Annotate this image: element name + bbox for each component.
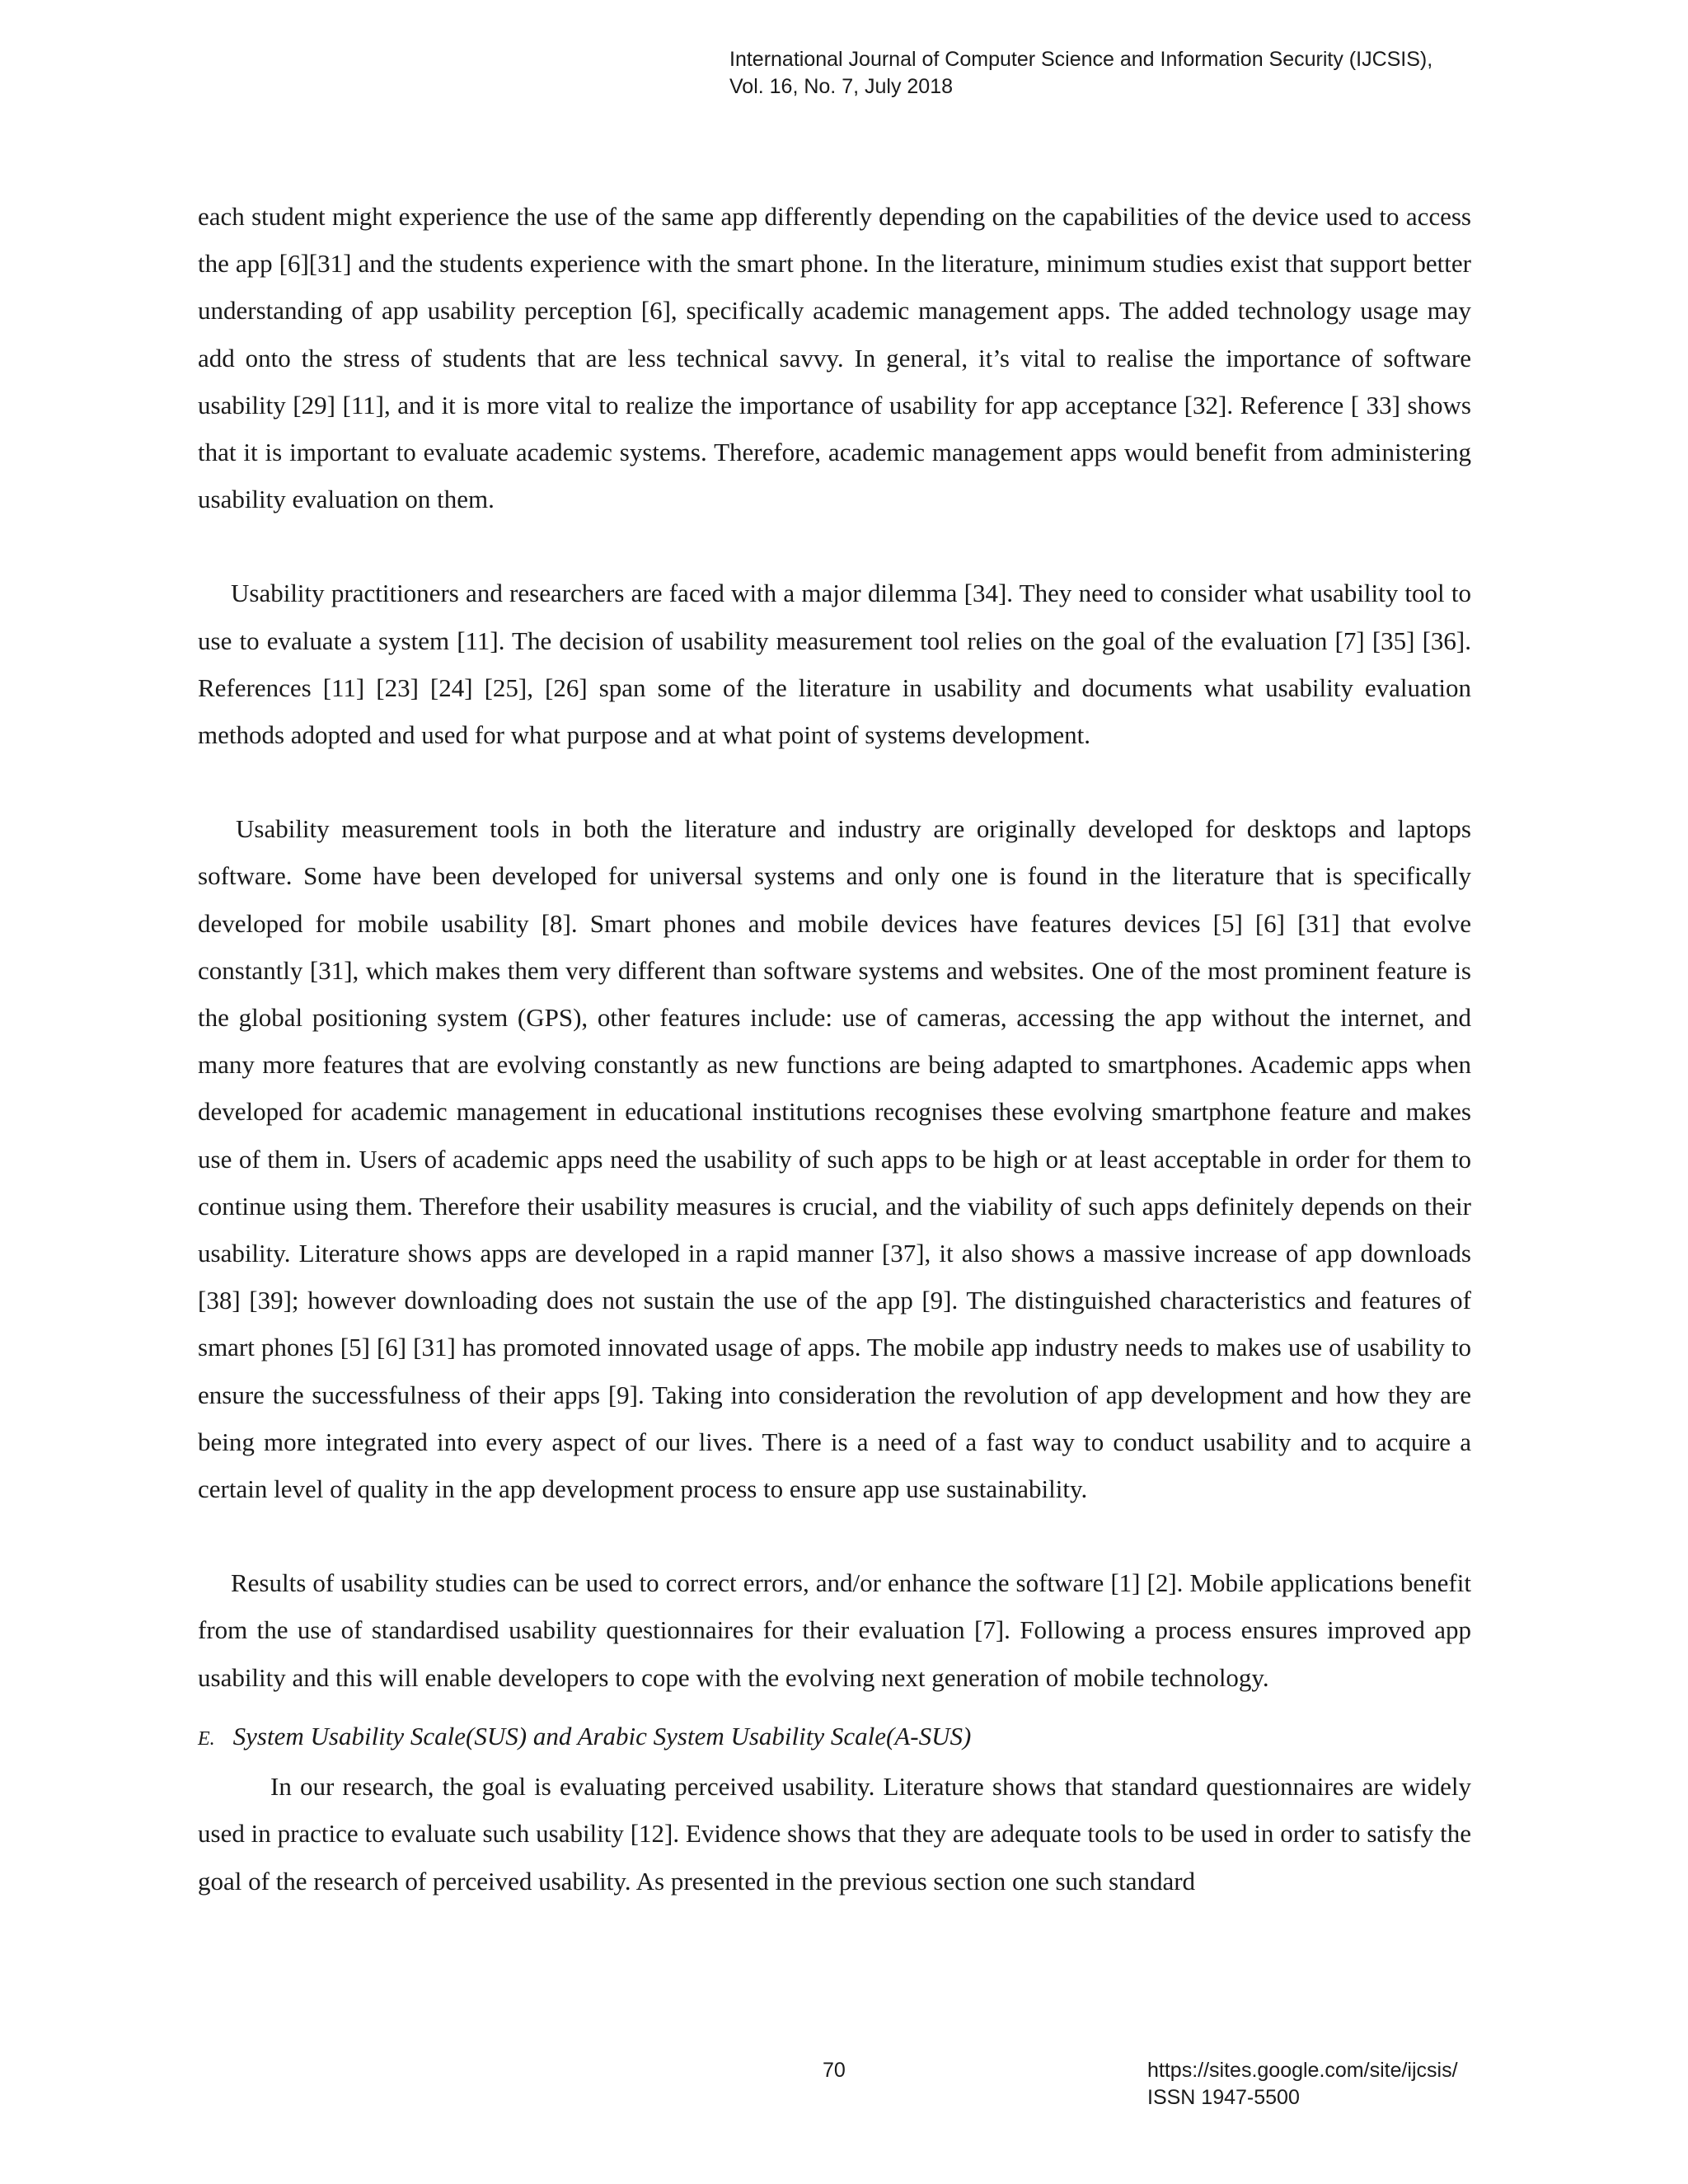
page-number: 70: [823, 2059, 846, 2082]
section-title: System Usability Scale(SUS) and Arabic System Usability Scale(A-SUS): [232, 1721, 972, 1750]
article-body: [198, 193, 1471, 1905]
journal-header: [729, 46, 1554, 101]
footer-info: [1147, 2057, 1458, 2111]
issn: ISSN 1947-5500: [1147, 2086, 1300, 2109]
paragraph-3: Usability measurement tools in both the literature and industry are originally developed for desktops and laptops software. Some have been developed for universal systems and only one is found in the literature that is specifically developed for mobile usability [8]. Smart phones and mobile devices have features devices [5] [6] [31] that evolve constantly [31], which makes them very different than software systems and websites. One of the most prominent feature is the global positioning system (GPS), other features include: use of cameras, accessing the app without the internet, and many more features that are evolving constantly as new functions are being adapted to smartphones. Academic apps when developed for academic management in educational institutions recognises these evolving smartphone feature and makes use of them in. Users of academic apps need the usability of such apps to be high or at least acceptable in order for them to continue using them. Therefore their usability measures is crucial, and the viability of such apps definitely depends on their usability. Literature shows apps are developed in a rapid manner [37], it also shows a massive increase of app downloads [38] [39]; however downloading does not sustain the use of the app [9]. The distinguished characteristics and features of smart phones [5] [6] [31] has promoted innovated usage of apps. The mobile app industry needs to makes use of usability to ensure the successfulness of their apps [9]. Taking into consideration the revolution of app development and how they are being more integrated into every aspect of our lives. There is a need of a fast way to conduct usability and to acquire a certain level of quality in the app development process to ensure app use sustainability.: [198, 814, 1471, 1504]
journal-volume: Vol. 16, No. 7, July 2018: [729, 75, 954, 98]
paragraph-gap: [198, 523, 1471, 569]
journal-title: International Journal of Computer Science and Information Security (IJCSIS),: [729, 48, 1433, 71]
paragraph-2: Usability practitioners and researchers are faced with a major dilemma [34]. They need to consider what usability tool to use to evaluate a system [11]. The decision of usability measurement tool relies on the goal of the evaluation [7] [35] [36]. References [11] [23] [24] [25], [26] span some of the literature in usability and documents what usability evaluation methods adopted and used for what purpose and at what point of systems development.: [198, 579, 1471, 750]
paragraph-1: each student might experience the use of the same app differently depending on the capabilities of the device used to access the app [6][31] and the students experience with the smart phone. In the literature, minimum studies exist that support better understanding of app usability perception [6], specifically academic management apps. The added technology usage may add onto the stress of students that are less technical savvy. In general, it’s vital to realise the importance of software usability [29] [11], and it is more vital to realize the importance of usability for app acceptance [32]. Reference [ 33] shows that it is important to evaluate academic systems. Therefore, academic management apps would benefit from administering usability evaluation on them.: [198, 202, 1471, 514]
paragraph-gap: [198, 758, 1471, 805]
section-paragraph: In our research, the goal is evaluating perceived usability. Literature shows that standard questionnaires are widely used in practice to evaluate such usability [12]. Evidence shows that they are adequate tools to be used in order to satisfy the goal of the research of perceived usability. As presented in the previous section one such standard: [198, 1772, 1471, 1896]
paragraph-gap: [198, 1512, 1471, 1559]
journal-url: https://sites.google.com/site/ijcsis/: [1147, 2059, 1458, 2082]
section-heading: [198, 1713, 1471, 1763]
section-letter: E.: [198, 1727, 215, 1750]
paragraph-4: Results of usability studies can be used to correct errors, and/or enhance the software [1] [2]. Mobile applications benefit from the use of standardised usability questionnaires for their evaluation [7]. Following a process ensures improved app usability and this will enable developers to cope with the evolving next generation of mobile technology.: [198, 1568, 1471, 1692]
